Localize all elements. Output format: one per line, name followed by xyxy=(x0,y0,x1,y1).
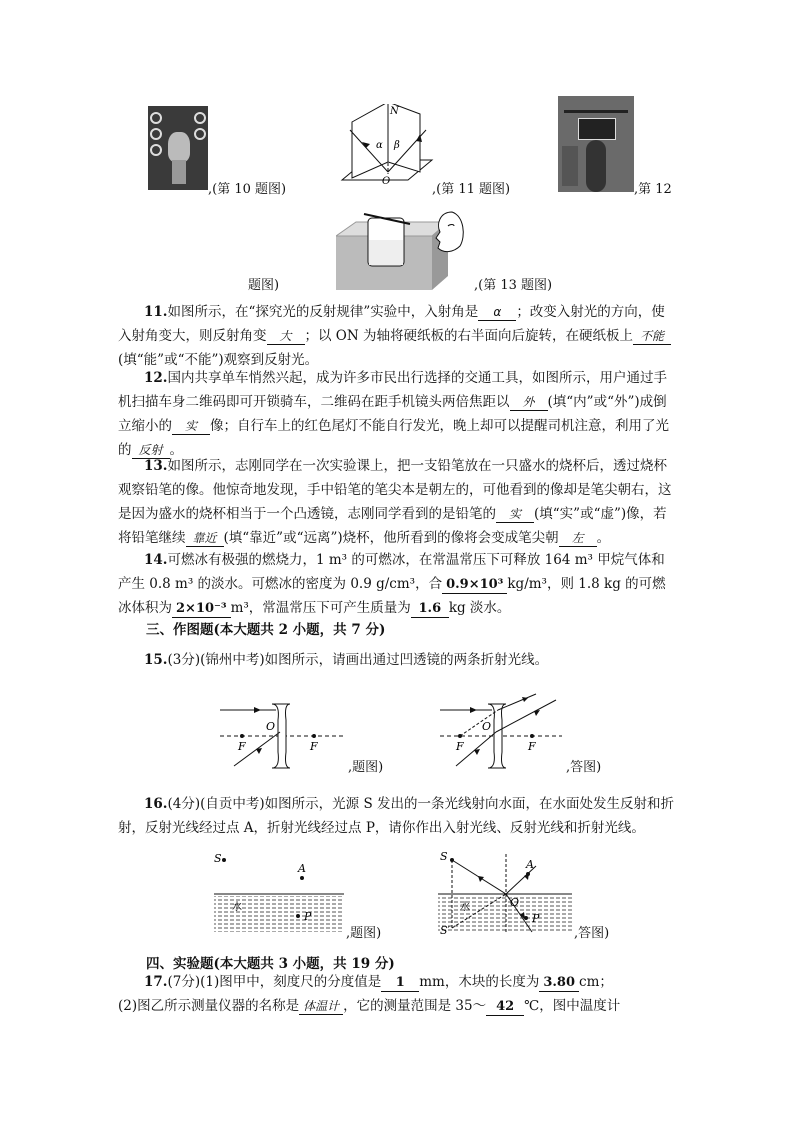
fig11-caption: ,(第 11 题图) xyxy=(432,182,511,197)
q13-text-4: 。 xyxy=(596,530,611,546)
q15-text: (3分)(锦州中考)如图所示，请画出通过凹透镜的两条折射光线。 xyxy=(167,652,549,668)
q15-q-label-f-left: F xyxy=(238,740,246,753)
q16-q-label-s: S xyxy=(214,852,222,865)
q12-answer-1: 外 xyxy=(510,394,548,411)
q14-answer-1: 0.9×10³ xyxy=(442,577,507,594)
q16-a-label-water: 水 xyxy=(460,902,470,913)
question-16 xyxy=(118,792,678,840)
q13-text-2: (填“实”或“虚”)像，若将铅笔继续 xyxy=(118,506,667,546)
fig12-photo xyxy=(558,96,634,192)
fig11-label-o: O xyxy=(382,176,391,187)
question-11 xyxy=(118,300,678,372)
q17-answer-2: 3.80 xyxy=(539,975,579,992)
q17-text-6: ℃，图中温度计 xyxy=(524,998,621,1014)
q14-number: 14. xyxy=(144,552,168,568)
q14-text-2: kg/m³，则 1.8 kg 的可燃冰体积为 xyxy=(118,576,666,616)
q17-number: 17. xyxy=(144,974,168,990)
q12-answer-2: 实 xyxy=(172,418,210,435)
question-14 xyxy=(118,548,678,620)
q16-answer-caption: ,答图) xyxy=(574,926,610,941)
q15-q-label-f-right: F xyxy=(310,740,318,753)
fig10-photo xyxy=(148,106,208,190)
fig10-caption: ,(第 10 题图) xyxy=(208,182,287,197)
q12-text-4: 。 xyxy=(169,442,183,458)
q14-text-3: m³，常温常压下可产生质量为 xyxy=(230,600,411,616)
q12-text-2: (填“内”或“外”)成倒立缩小的 xyxy=(118,394,667,434)
q17-text-4: (2)图乙所示测量仪器的名称是 xyxy=(118,998,300,1014)
q16-a-label-a: A xyxy=(526,858,534,871)
q15-q-label-o: O xyxy=(266,720,276,733)
question-12 xyxy=(118,366,678,462)
q13-answer-2: 靠近 xyxy=(186,530,224,547)
q17-text-2: mm，木块的长度为 xyxy=(419,974,540,990)
q17-answer-5: 42 xyxy=(486,999,524,1016)
q17-answer-4: 体温计 xyxy=(299,998,343,1015)
q11-text-3: ；以 ON 为轴将硬纸板的右半面向后旋转，在硬纸板上 xyxy=(304,328,633,344)
q17-text-3: cm； xyxy=(579,974,613,990)
q12-number: 12. xyxy=(144,370,168,386)
q16-question-caption: ,题图) xyxy=(346,926,382,941)
fig12-caption-cont: 题图) xyxy=(248,278,280,293)
q16-answer-figure xyxy=(436,848,574,938)
question-17 xyxy=(118,970,678,1018)
q14-text-4: kg 淡水。 xyxy=(448,600,511,616)
q11-answer-1: α xyxy=(478,304,516,321)
q17-text-5: ，它的测量范围是 35～ xyxy=(343,998,487,1014)
q13-answer-1: 实 xyxy=(496,506,534,523)
fig13-caption: ,(第 13 题图) xyxy=(474,278,553,293)
q15-a-label-o: O xyxy=(482,720,492,733)
fig11-label-beta: β xyxy=(394,140,400,151)
section-4-heading: 四、实验题(本大题共 3 小题，共 19 分) xyxy=(146,956,395,972)
q17-text-1: (7分)(1)图甲中，刻度尺的分度值是 xyxy=(167,974,382,990)
q16-q-label-a: A xyxy=(298,862,306,875)
q12-text-1: 国内共享单车悄然兴起，成为许多市民出行选择的交通工具，如图所示，用户通过手机扫描车身二维码即可开锁骑车，二维码在距手机镜头两倍焦距以 xyxy=(118,370,667,410)
q15-question-caption: ,题图) xyxy=(348,760,384,775)
q16-number: 16. xyxy=(144,796,168,812)
question-13 xyxy=(118,454,678,550)
q13-answer-3: 左 xyxy=(559,530,597,547)
q11-text-4: (填“能”或“不能”)观察到反射光。 xyxy=(118,352,319,368)
q16-question-figure xyxy=(212,850,346,936)
fig11-label-n: N xyxy=(390,106,399,117)
fig11-label-alpha: α xyxy=(376,140,383,151)
q16-q-label-water: 水 xyxy=(232,902,242,913)
q16-a-label-s: S xyxy=(440,850,448,863)
q16-a-label-o: O xyxy=(510,896,520,909)
q13-number: 13. xyxy=(144,458,168,474)
q14-answer-3: 1.6 xyxy=(411,601,449,618)
q11-text-2: ；改变入射光的方向，使入射角变大，则反射角变 xyxy=(118,304,665,344)
q11-number: 11. xyxy=(144,304,168,320)
question-15 xyxy=(118,648,678,672)
q16-a-label-p: P xyxy=(532,912,540,925)
q14-answer-2: 2×10⁻³ xyxy=(172,601,231,618)
q17-answer-1: 1 xyxy=(381,975,419,992)
q12-answer-3: 反射 xyxy=(132,442,170,459)
q11-answer-2: 大 xyxy=(267,328,305,345)
q16-a-label-s-prime: S′ xyxy=(440,924,451,937)
q14-text-1: 可燃冰有极强的燃烧力，1 m³ 的可燃冰，在常温常压下可释放 164 m³ 甲烷气体和产生 0.8 m³ 的淡水。可燃冰的密度为 0.9 g/cm³，合 xyxy=(118,552,665,592)
fig12-caption: ,第 12 xyxy=(634,182,672,197)
q16-q-label-p: P xyxy=(304,910,312,923)
section-3-heading: 三、作图题(本大题共 2 小题，共 7 分) xyxy=(146,622,386,638)
q16-text: (4分)(自贡中考)如图所示，光源 S 发出的一条光线射向水面，在水面处发生反射和折射，反射光线经过点 A，折射光线经过点 P，请你作出入射光线、反射光线和折射光线。 xyxy=(118,796,674,836)
q15-answer-caption: ,答图) xyxy=(566,760,602,775)
q15-number: 15. xyxy=(144,652,168,668)
q15-a-label-f-left: F xyxy=(456,740,464,753)
fig13-diagram xyxy=(336,206,474,290)
q11-text-1: 如图所示，在“探究光的反射规律”实验中，入射角是 xyxy=(167,304,479,320)
q11-answer-3: 不能 xyxy=(633,328,671,345)
q15-a-label-f-right: F xyxy=(528,740,536,753)
q15-answer-figure xyxy=(436,692,566,774)
q15-question-figure xyxy=(214,700,350,772)
q12-text-3: 像；自行车上的红色尾灯不能自行发光，晚上却可以提醒司机注意，利用了光的 xyxy=(118,418,669,458)
fig11-diagram xyxy=(336,104,436,190)
q13-text-3: (填“靠近”或“远离”)烧杯，他所看到的像将会变成笔尖朝 xyxy=(223,530,559,546)
q13-text-1: 如图所示，志刚同学在一次实验课上，把一支铅笔放在一只盛水的烧杯后，透过烧杯观察铅笔的像。他惊奇地发现，手中铅笔的笔尖本是朝左的，可他看到的像却是笔尖朝右，这是因为盛水的烧杯相当于一个凸透镜，志刚同学看到的是铅笔的 xyxy=(118,458,672,522)
